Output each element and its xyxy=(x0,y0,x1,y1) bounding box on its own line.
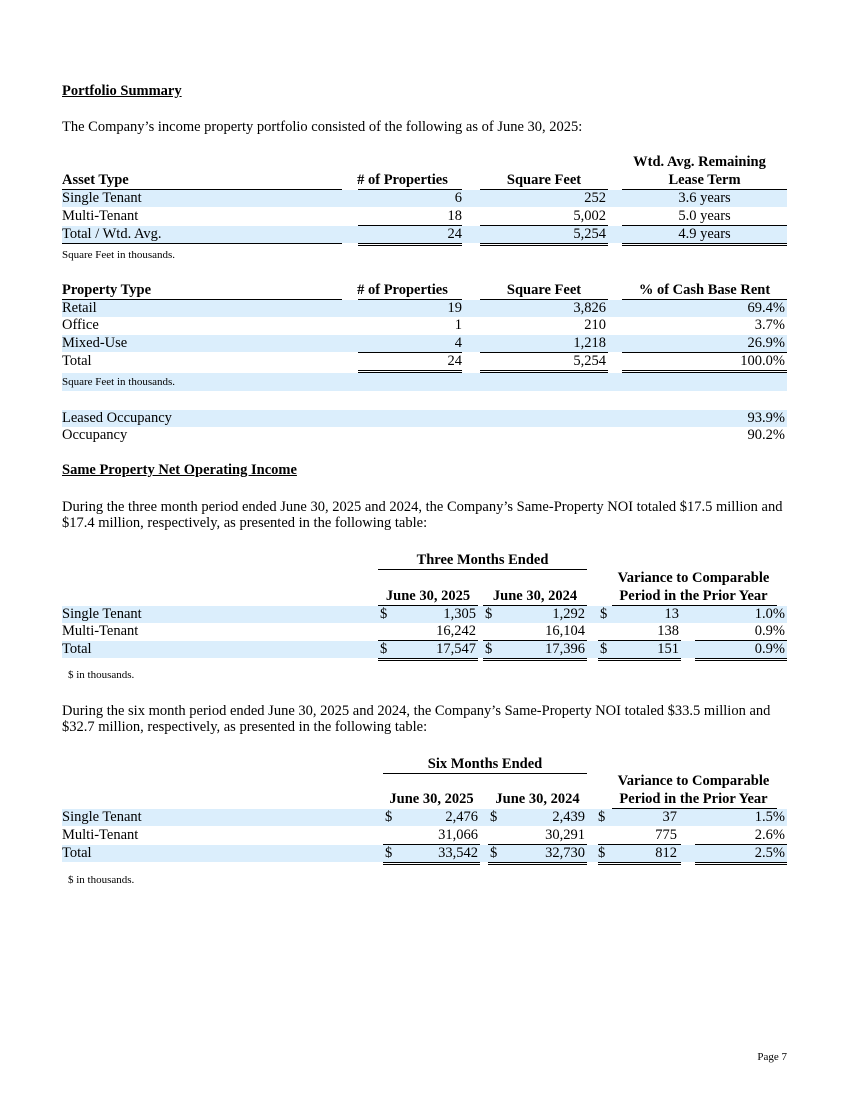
portfolio-summary-heading: Portfolio Summary xyxy=(62,83,182,99)
table-cell: 151 xyxy=(657,641,679,657)
table-cell: 16,242 xyxy=(436,623,476,639)
table-row-label: Multi-Tenant xyxy=(62,623,139,639)
table-cell: 30,291 xyxy=(545,827,585,843)
table-cell: 3.6 years xyxy=(678,190,731,206)
currency-symbol: $ xyxy=(600,606,608,622)
table-cell: 3,826 xyxy=(573,300,606,316)
currency-symbol: $ xyxy=(380,641,388,657)
occupancy-value: 93.9% xyxy=(747,410,785,426)
table-cell: 812 xyxy=(655,845,677,861)
currency-symbol: $ xyxy=(490,809,498,825)
currency-symbol: $ xyxy=(490,845,498,861)
table-cell: 69.4% xyxy=(747,300,785,316)
table-cell: 26.9% xyxy=(747,335,785,351)
portfolio-intro: The Company’s income property portfolio consisted of the following as of June 30, 2025: xyxy=(62,119,583,135)
table-cell: 33,542 xyxy=(438,845,478,861)
three-month-group-header: Three Months Ended xyxy=(416,552,549,568)
three-month-col2-header: June 30, 2024 xyxy=(492,588,578,604)
asset-col-wtd-header-1: Wtd. Avg. Remaining xyxy=(633,154,766,170)
table-cell: 3.7% xyxy=(754,317,785,333)
currency-symbol: $ xyxy=(598,845,606,861)
table-row-label: Single Tenant xyxy=(62,809,142,825)
table-cell: 16,104 xyxy=(545,623,585,639)
asset-table-note: Square Feet in thousands. xyxy=(62,249,176,261)
property-table-note: Square Feet in thousands. xyxy=(62,376,176,388)
three-month-col1-header: June 30, 2025 xyxy=(385,588,471,604)
currency-symbol: $ xyxy=(380,606,388,622)
currency-symbol: $ xyxy=(385,845,393,861)
six-month-variance-header-2: Period in the Prior Year xyxy=(619,791,768,807)
three-month-note: $ in thousands. xyxy=(68,669,135,681)
table-row-label: Retail xyxy=(62,300,97,316)
table-cell: 0.9% xyxy=(754,623,785,639)
table-row-label: Total xyxy=(62,641,92,657)
six-month-group-header: Six Months Ended xyxy=(427,756,543,772)
table-cell: 5,254 xyxy=(573,353,606,369)
table-cell: 32,730 xyxy=(545,845,585,861)
table-cell: 1,305 xyxy=(443,606,476,622)
table-cell: 1,292 xyxy=(552,606,585,622)
table-cell: 18 xyxy=(447,208,462,224)
table-cell: 210 xyxy=(584,317,606,333)
table-cell: 17,396 xyxy=(545,641,585,657)
noi-six-month-text: During the six month period ended June 30, 2025 and 2024, the Company’s Same-Property NOI totaled $33.5 million and $32.7 million, respectively, as presented in the following table: xyxy=(62,703,771,735)
table-row-label: Mixed-Use xyxy=(62,335,128,351)
table-cell: 17,547 xyxy=(436,641,476,657)
property-col-type-header: Property Type xyxy=(62,282,152,298)
currency-symbol: $ xyxy=(485,641,493,657)
currency-symbol: $ xyxy=(485,606,493,622)
occupancy-label: Leased Occupancy xyxy=(62,410,172,426)
table-cell: 2.5% xyxy=(754,845,785,861)
property-col-count-header: # of Properties xyxy=(357,282,448,298)
property-col-rent-header: % of Cash Base Rent xyxy=(638,282,771,298)
six-month-col2-header: June 30, 2024 xyxy=(495,791,580,807)
occupancy-label: Occupancy xyxy=(62,427,128,443)
table-cell: 4.9 years xyxy=(678,226,731,242)
table-cell: 5,254 xyxy=(573,226,606,242)
table-row-label: Total xyxy=(62,353,92,369)
table-cell: 138 xyxy=(657,623,679,639)
table-row-label: Total / Wtd. Avg. xyxy=(62,226,162,242)
table-cell: 2,476 xyxy=(445,809,478,825)
occupancy-value: 90.2% xyxy=(747,427,785,443)
six-month-note: $ in thousands. xyxy=(68,874,135,886)
table-cell: 37 xyxy=(662,809,677,825)
table-row-label: Total xyxy=(62,845,92,861)
table-cell: 0.9% xyxy=(754,641,785,657)
table-cell: 13 xyxy=(664,606,679,622)
table-cell: 5.0 years xyxy=(678,208,731,224)
table-cell: 6 xyxy=(454,190,462,206)
table-cell: 100.0% xyxy=(740,353,785,369)
table-cell: 5,002 xyxy=(573,208,606,224)
table-row-label: Multi-Tenant xyxy=(62,827,139,843)
table-cell: 19 xyxy=(447,300,462,316)
table-row-label: Multi-Tenant xyxy=(62,208,139,224)
table-cell: 775 xyxy=(655,827,677,843)
page-number: Page 7 xyxy=(757,1051,787,1063)
table-cell: 2,439 xyxy=(552,809,585,825)
asset-col-wtd-header-2: Lease Term xyxy=(668,172,741,188)
three-month-variance-header-2: Period in the Prior Year xyxy=(619,588,768,604)
table-cell: 24 xyxy=(447,353,462,369)
currency-symbol: $ xyxy=(385,809,393,825)
noi-three-month-text: During the three month period ended June 30, 2025 and 2024, the Company’s Same-Property NOI totaled $17.5 million and $17.4 million, respectively, as presented in the following table: xyxy=(62,499,783,531)
table-row-label: Single Tenant xyxy=(62,190,142,206)
six-month-variance-header-1: Variance to Comparable xyxy=(617,773,770,789)
table-row-label: Single Tenant xyxy=(62,606,142,622)
asset-col-type-header: Asset Type xyxy=(62,172,129,188)
property-col-sqft-header: Square Feet xyxy=(506,282,582,298)
asset-col-sqft-header: Square Feet xyxy=(506,172,582,188)
currency-symbol: $ xyxy=(598,809,606,825)
noi-heading: Same Property Net Operating Income xyxy=(62,462,297,478)
table-cell: 1 xyxy=(454,317,462,333)
currency-symbol: $ xyxy=(600,641,608,657)
table-cell: 252 xyxy=(584,190,606,206)
asset-col-count-header: # of Properties xyxy=(357,172,448,188)
six-month-col1-header: June 30, 2025 xyxy=(389,791,474,807)
table-row-label: Office xyxy=(62,317,99,333)
table-cell: 1.5% xyxy=(754,809,785,825)
table-cell: 1.0% xyxy=(754,606,785,622)
three-month-variance-header-1: Variance to Comparable xyxy=(617,570,770,586)
table-cell: 4 xyxy=(454,335,462,351)
table-cell: 2.6% xyxy=(754,827,785,843)
table-cell: 31,066 xyxy=(438,827,478,843)
table-cell: 24 xyxy=(447,226,462,242)
table-cell: 1,218 xyxy=(573,335,606,351)
